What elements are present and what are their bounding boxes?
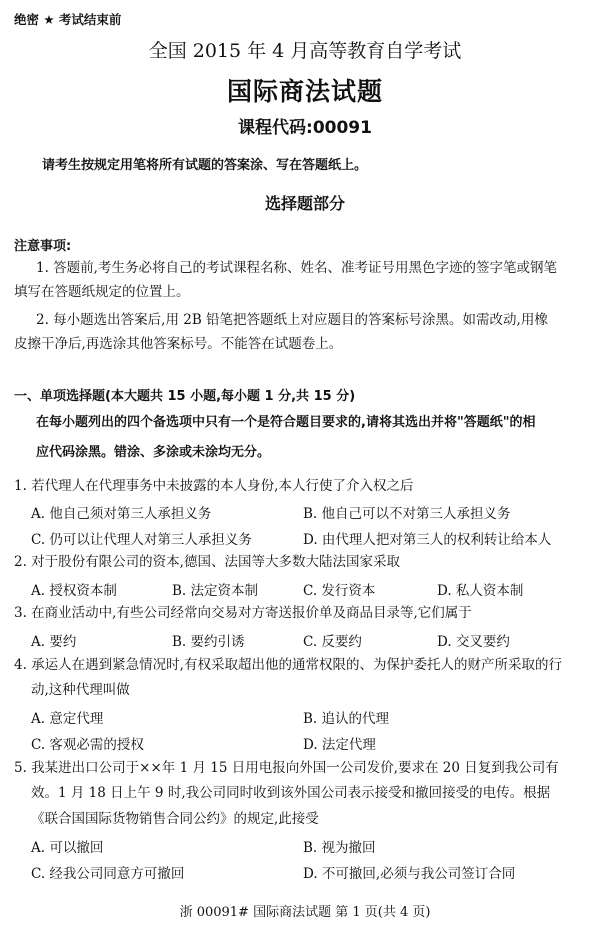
notes-heading: 注意事项: [14,239,72,254]
question-4-option-a: A. 意定代理 [31,711,104,727]
note-2-line-2: 皮擦干净后,再选涂其他答案标号。不能答在试题卷上。 [14,336,343,352]
question-3-option-b: B. 要约引诱 [172,634,245,650]
paper-title: 国际商法试题 [226,77,383,106]
question-4-stem-line-1: 4. 承运人在遇到紧急情况时,有权采取超出他的通常权限的、为保护委托人的财产所采取的行 [14,657,562,673]
question-4-option-b: B. 追认的代理 [303,711,390,727]
question-3-option-a: A. 要约 [31,634,77,650]
question-4-option-d: D. 法定代理 [303,737,376,753]
note-2-line-1: 2. 每小题选出答案后,用 2B 铅笔把答题纸上对应题目的答案标号涂黑。如需改动,用橡 [36,312,548,328]
part-one-instruction-1: 在每小题列出的四个备选项中只有一个是符合题目要求的,请将其选出并将"答题纸"的相 [36,415,536,430]
question-2-option-c: C. 发行资本 [303,583,376,599]
section-title: 选择题部分 [264,194,345,213]
question-5-stem-line-2: 效。1 月 18 日上午 9 时,我公司同时收到该外国公司表示接受和撤回接受的电传。根据 [31,785,551,801]
note-1-line-1: 1. 答题前,考生务必将自己的考试课程名称、姓名、准考证号用黑色字迹的签字笔或钢笔 [36,260,557,276]
question-1-option-a: A. 他自己须对第三人承担义务 [31,506,212,522]
question-2-stem: 2. 对于股份有限公司的资本,德国、法国等大多数大陆法国家采取 [14,554,400,570]
question-5-option-b: B. 视为撤回 [303,840,376,856]
question-3-option-d: D. 交叉要约 [437,634,510,650]
question-2-option-b: B. 法定资本制 [172,583,259,599]
secrecy-mark: 绝密 ★ 考试结束前 [14,12,122,27]
question-5-stem-line-1: 5. 我某进出口公司于××年 1 月 15 日用电报向外国一公司发价,要求在 20 日复到我公司有 [14,760,559,776]
question-1-stem: 1. 若代理人在代理事务中未披露的本人身份,本人行使了介入权之后 [14,478,414,494]
question-3-option-c: C. 反要约 [303,634,362,650]
question-2-option-a: A. 授权资本制 [31,583,117,599]
question-4-stem-line-2: 动,这种代理叫做 [31,682,130,698]
question-2-option-d: D. 私人资本制 [437,583,524,599]
page-footer: 浙 00091# 国际商法试题 第 1 页(共 4 页) [179,905,431,920]
question-5-option-d: D. 不可撤回,必须与我公司签订合同 [303,866,516,882]
note-1-line-2: 填写在答题纸规定的位置上。 [14,284,190,300]
answer-instruction: 请考生按规定用笔将所有试题的答案涂、写在答题纸上。 [42,158,368,173]
part-one-instruction-2: 应代码涂黑。错涂、多涂或未涂均无分。 [36,445,271,460]
question-1-option-b: B. 他自己可以不对第三人承担义务 [303,506,511,522]
course-code: 课程代码:00091 [238,118,372,138]
question-5-option-a: A. 可以撤回 [31,840,104,856]
question-1-option-d: D. 由代理人把对第三人的权利转让给本人 [303,532,552,548]
question-1-option-c: C. 仍可以让代理人对第三人承担义务 [31,532,252,548]
exam-title-line: 全国 2015 年 4 月高等教育自学考试 [148,40,462,62]
question-4-option-c: C. 客观必需的授权 [31,737,144,753]
question-5-stem-line-3: 《联合国国际货物销售合同公约》的规定,此接受 [31,811,319,827]
question-3-stem: 3. 在商业活动中,有些公司经常向交易对方寄送报价单及商品目录等,它们属于 [14,605,472,621]
part-one-heading: 一、单项选择题(本大题共 15 小题,每小题 1 分,共 15 分) [14,389,356,404]
question-5-option-c: C. 经我公司同意方可撤回 [31,866,185,882]
